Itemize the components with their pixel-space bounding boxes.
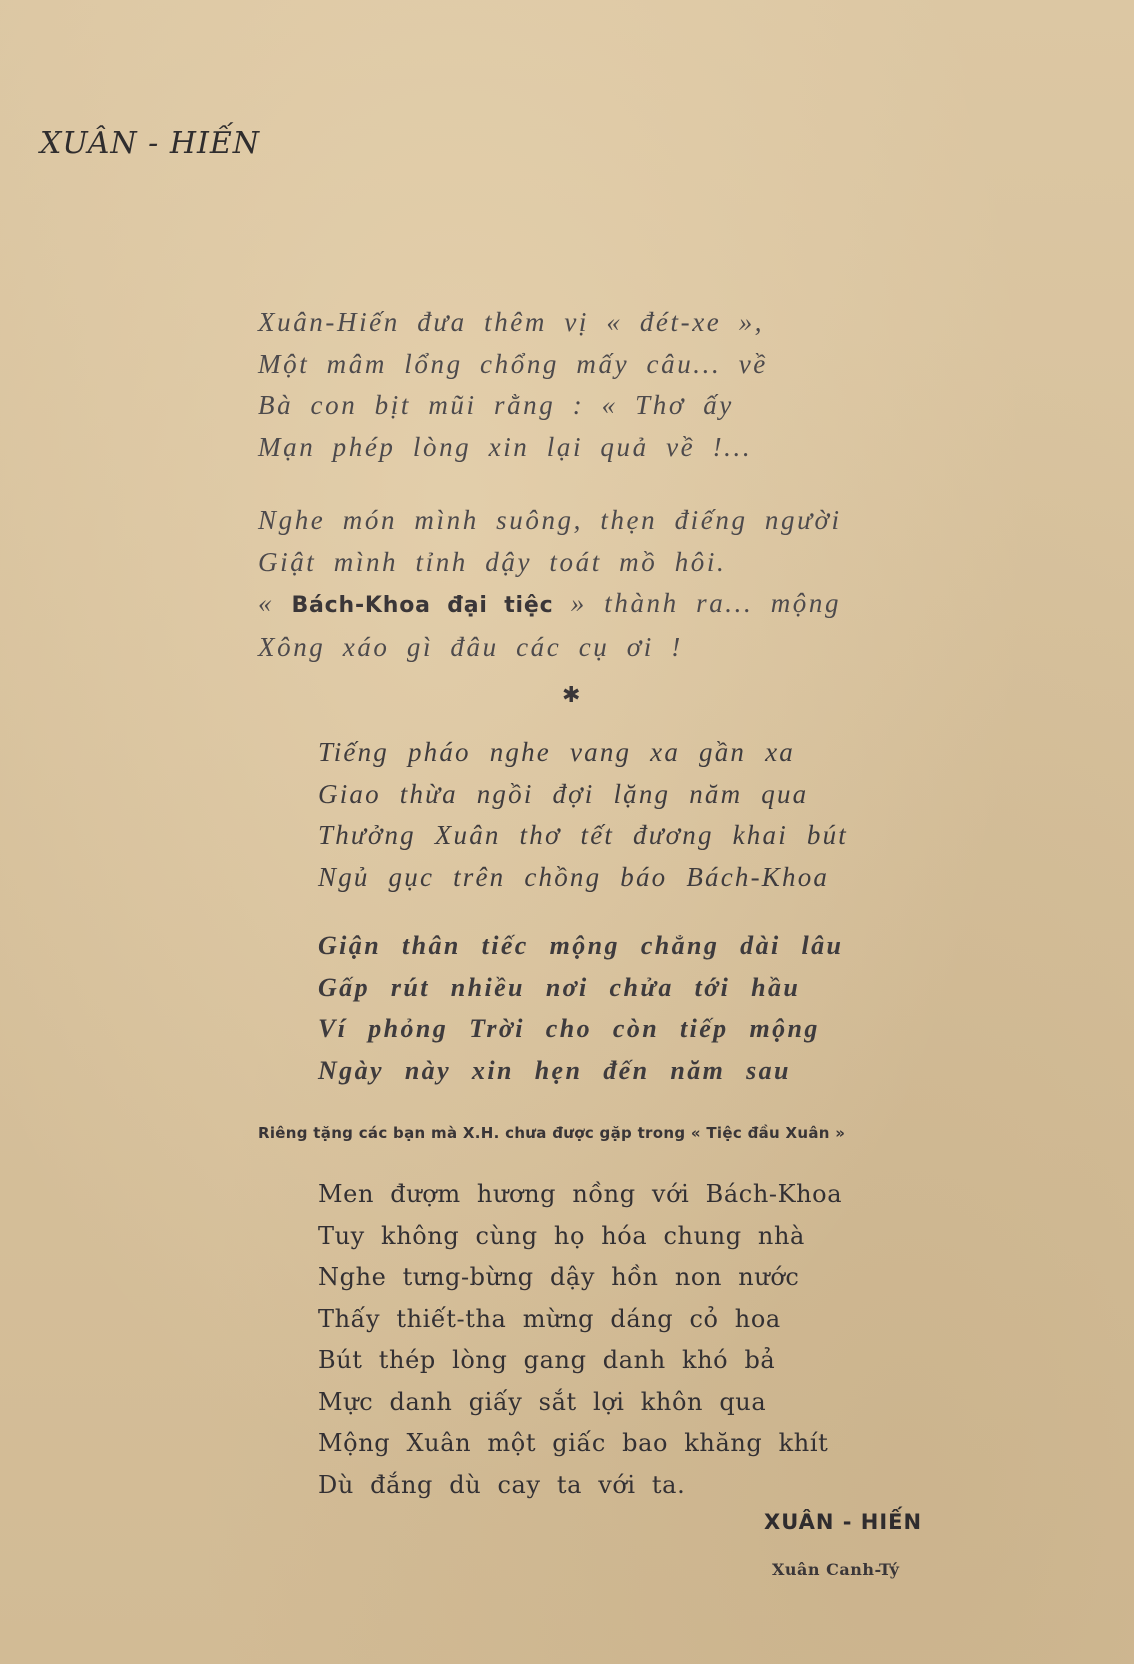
verse-text: « <box>258 588 292 618</box>
verse-line: Tiếng pháo nghe vang xa gần xa <box>318 737 795 767</box>
magazine-name: Bách-Khoa đại tiệc <box>291 593 554 618</box>
verse-line <box>258 542 842 584</box>
separator-asterisk: ✱ <box>562 683 581 708</box>
verse-text: Nghe món mình suông, thẹn điếng người <box>258 505 842 535</box>
verse-line <box>258 627 842 669</box>
verse-line: Mộng Xuân một giấc bao khăng khít <box>318 1429 829 1457</box>
date-note: Xuân Canh-Tý <box>772 1560 900 1579</box>
verse-text: » thành ra... mộng <box>553 588 842 618</box>
verse-line: Nghe tưng-bừng dậy hồn non nước <box>318 1263 800 1291</box>
page-header: XUÂN - HIẾN <box>40 126 261 161</box>
verse-line: Ngủ gục trên chồng báo Bách-Khoa <box>318 861 830 892</box>
verse-line: Bút thép lòng gang danh khó bả <box>318 1346 776 1374</box>
verse-line: Thấy thiết-tha mừng dáng cỏ hoa <box>318 1304 781 1333</box>
verse-line <box>258 583 842 627</box>
verse-line: Ví phỏng Trời cho còn tiếp mộng <box>318 1014 820 1043</box>
verse-line: Gấp rút nhiều nơi chửa tới hầu <box>318 972 801 1002</box>
stanza-3 <box>318 732 848 898</box>
dedication-note: Riêng tặng các bạn mà X.H. chưa được gặp trong « Tiệc đầu Xuân » <box>258 1124 846 1142</box>
verse-line <box>258 500 842 542</box>
verse-text: Xông xáo gì đâu các cụ ơi ! <box>258 631 683 662</box>
verse-line: Một mâm lổng chổng mấy câu... về <box>258 348 768 379</box>
verse-line: Bà con bịt mũi rằng : « Thơ ấy <box>258 390 734 420</box>
verse-line: Thưởng Xuân thơ tết đương khai bút <box>318 820 848 850</box>
stanza-1 <box>258 302 768 468</box>
stanza-4 <box>318 925 843 1091</box>
verse-line: Giận thân tiếc mộng chẳng dài lâu <box>318 931 844 960</box>
stanza-5 <box>318 1174 842 1506</box>
verse-line: Giao thừa ngồi đợi lặng năm qua <box>318 778 809 809</box>
verse-line: Mực danh giấy sắt lợi khôn qua <box>318 1387 767 1416</box>
verse-line: Tuy không cùng họ hóa chung nhà <box>318 1221 805 1250</box>
verse-text: Giật mình tỉnh dậy toát mồ hôi. <box>258 546 727 577</box>
verse-line: Xuân-Hiến đưa thêm vị « đét-xe », <box>258 307 765 337</box>
verse-line: Mạn phép lòng xin lại quả về !... <box>258 431 753 462</box>
stanza-2 <box>258 500 842 668</box>
verse-line: Ngày này xin hẹn đến năm sau <box>318 1055 791 1085</box>
verse-line: Men đượm hương nồng với Bách-Khoa <box>318 1180 843 1208</box>
verse-line: Dù đắng dù cay ta với ta. <box>318 1470 686 1499</box>
author-signature: XUÂN - HIẾN <box>764 1510 923 1534</box>
